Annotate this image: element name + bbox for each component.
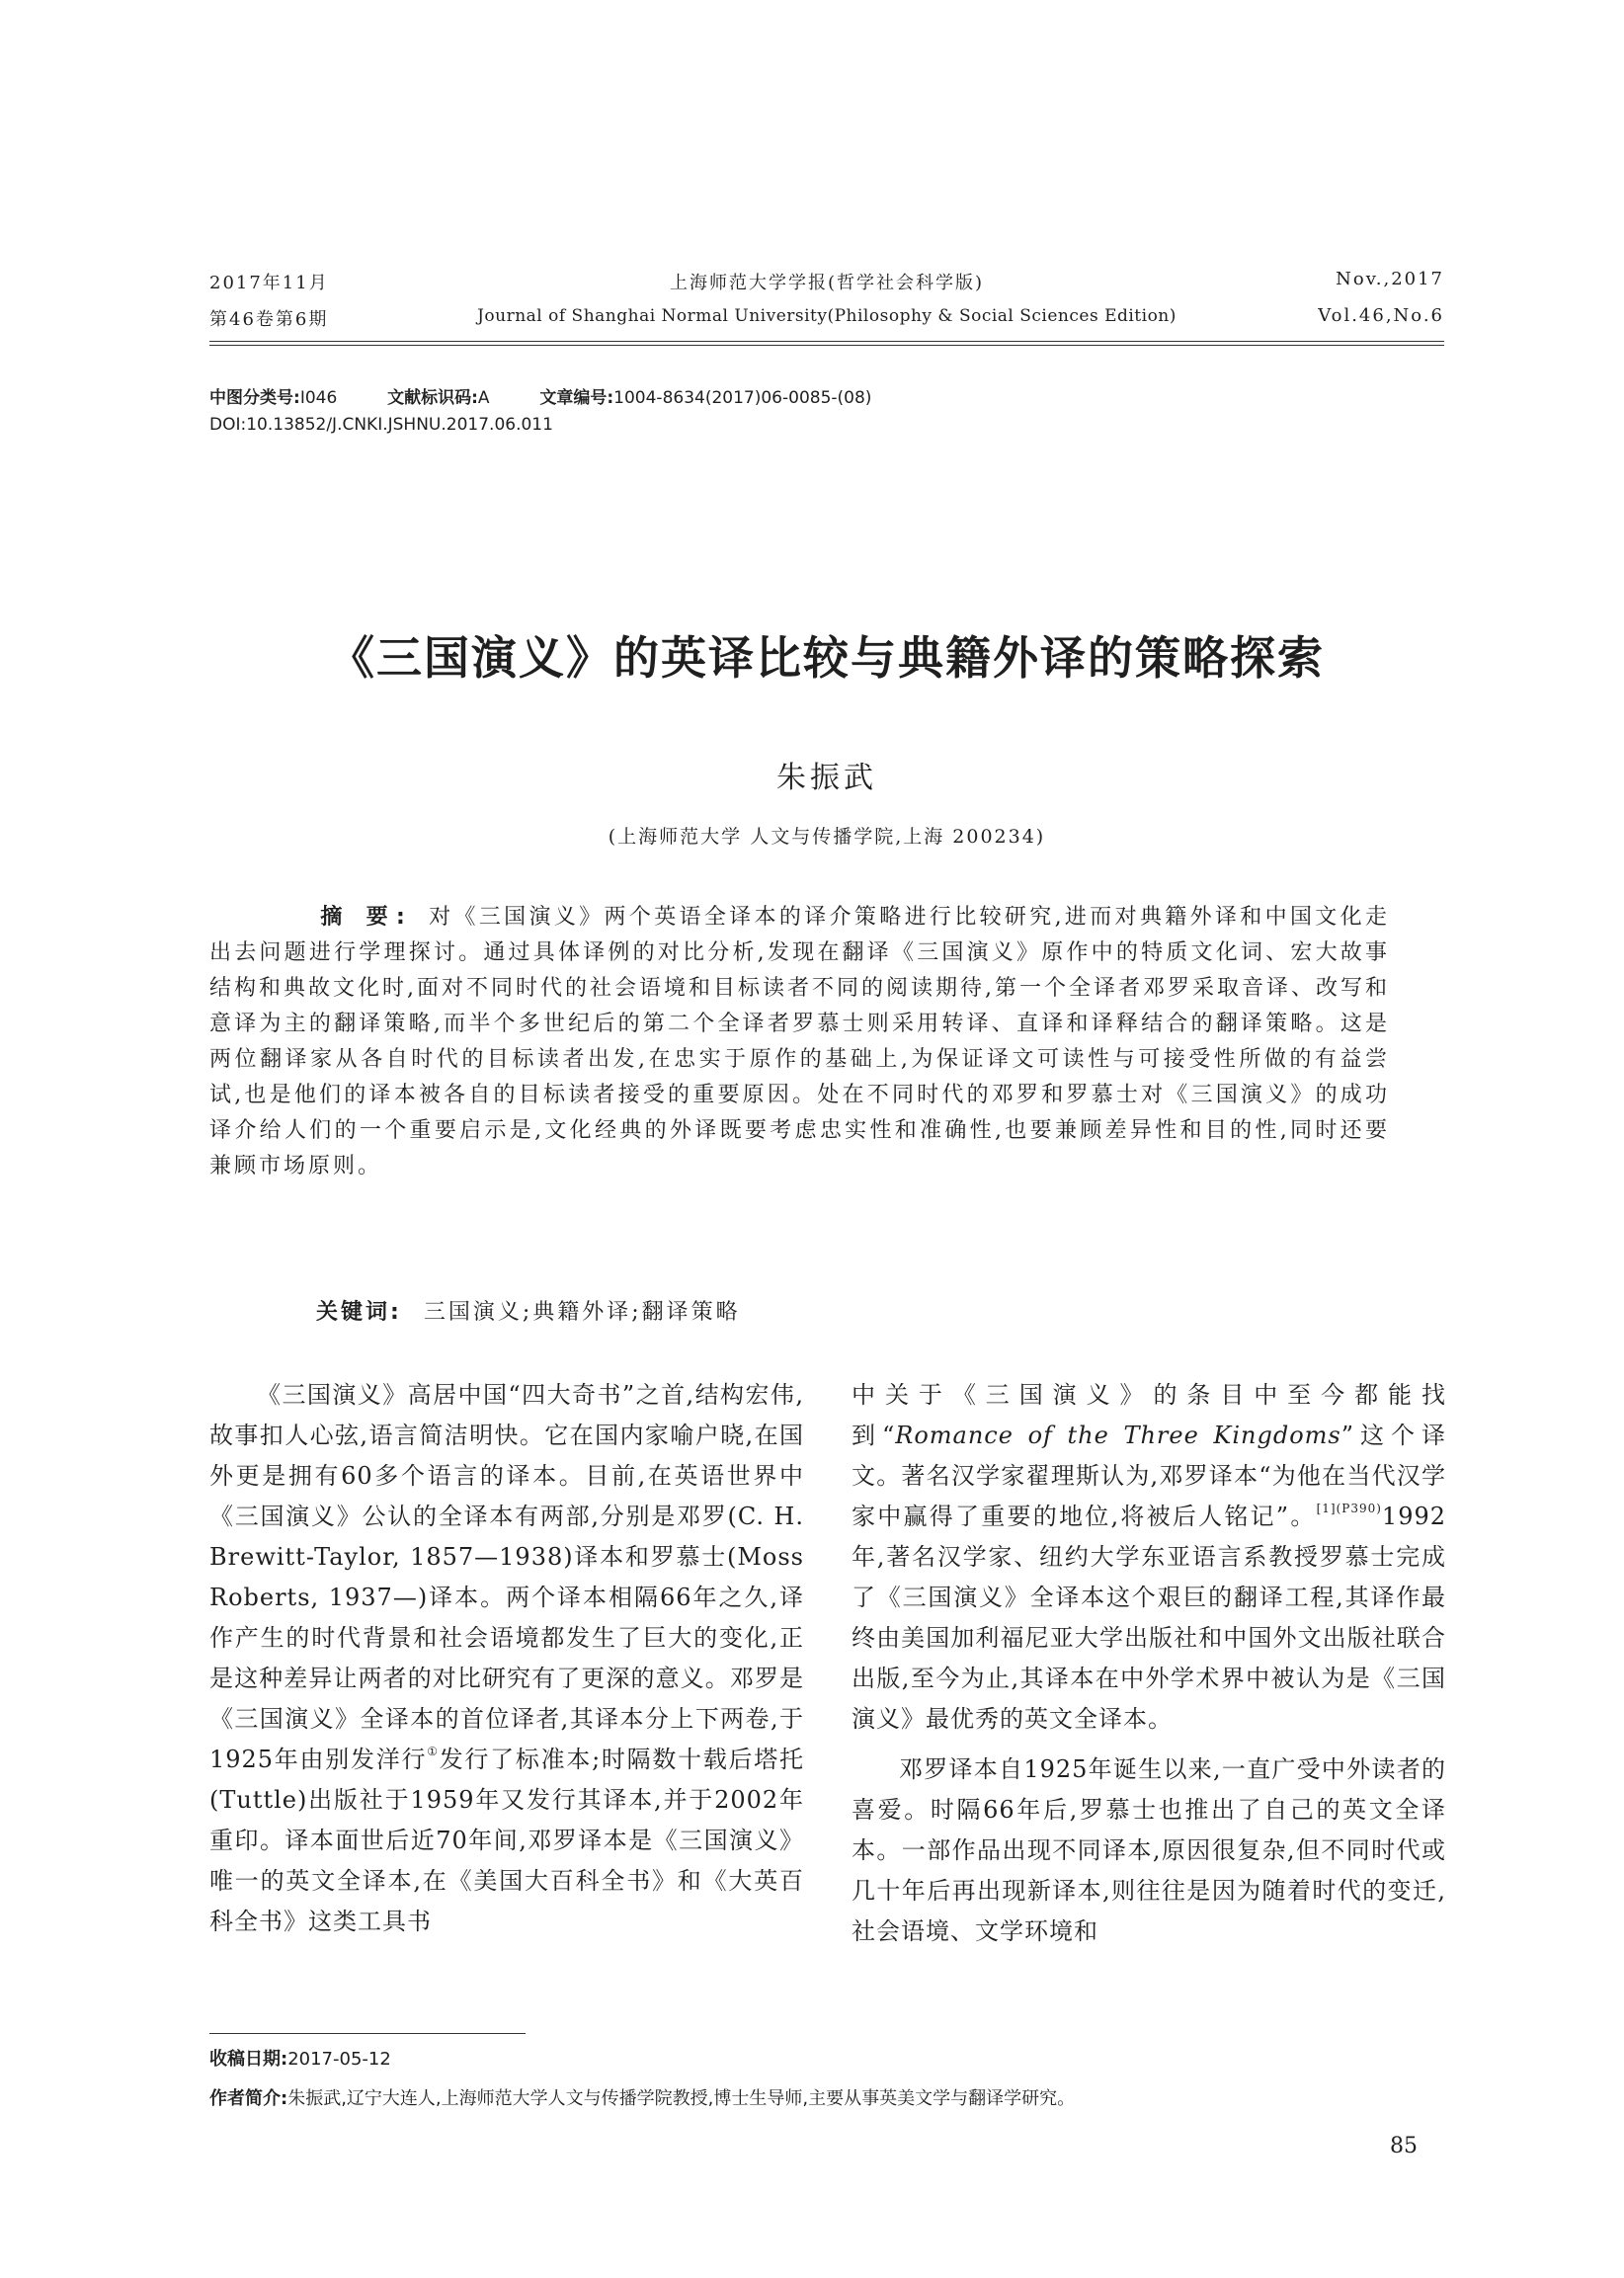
footnote-marker: ① [427, 1745, 440, 1758]
article-no-value: 1004-8634(2017)06-0085-(08) [613, 388, 872, 408]
abstract [209, 900, 1390, 1184]
received-value: 2017-05-12 [287, 2049, 391, 2070]
received-date [209, 2045, 391, 2071]
body-paragraph: 邓罗译本自1925年诞生以来,一直广受中外读者的喜爱。时隔66年后,罗慕士也推出了自己的英文全译本。一部作品出现不同译本,原因很复杂,但不同时代或几十年后再出现新译本,则往往是因为随着时代的变迁,社会语境、文学环境和 [852, 1755, 1446, 1945]
header-journal-en: Journal of Shanghai Normal University(Philosophy & Social Sciences Edition) [477, 306, 1177, 326]
body-left-column [209, 1375, 804, 1942]
body-text: 中关于《三国演义》的条目中至今都能找到“ [852, 1381, 1446, 1449]
header-issue: 第46卷第6期 [209, 309, 329, 330]
body-text: ”这个译文。著名汉学家翟理斯认为,邓罗译本“为他在当代汉学家中赢得了重要的地位,将被后人铭记”。 [852, 1422, 1446, 1530]
english-title: Romance of the Three Kingdoms [895, 1422, 1341, 1449]
body-paragraph [209, 1375, 804, 1942]
author-name: 朱振武 [776, 761, 877, 795]
received-label: 收稿日期: [209, 2049, 288, 2070]
doc-code-value: A [477, 388, 490, 408]
header-date-en: Nov.,2017 [1336, 269, 1444, 289]
keywords [316, 1295, 741, 1326]
header-journal-cn: 上海师范大学学报(哲学社会科学版) [669, 273, 985, 293]
body-paragraph [852, 1375, 1446, 1740]
abstract-label: 摘 要: [320, 905, 413, 930]
clc-label: 中图分类号: [209, 388, 300, 408]
header-rule-2 [209, 345, 1444, 346]
article-title: 《三国演义》的英译比较与典籍外译的策略探索 [329, 631, 1325, 685]
header-rule [209, 341, 1444, 342]
body-text: 1992年,著名汉学家、纽约大学东亚语言系教授罗慕士完成了《三国演义》全译本这个艰巨的翻译工程,其译作最终由美国加利福尼亚大学出版社和中国外文出版社联合出版,至今为止,其译本在中外学术界中被认为是《三国演义》最优秀的英文全译本。 [852, 1503, 1446, 1733]
bio-text: 朱振武,辽宁大连人,上海师范大学人文与传播学院教授,博士生导师,主要从事英美文学与翻译学研究。 [287, 2088, 1076, 2109]
body-text: 发行了标准本;时隔数十载后塔托(Tuttle)出版社于1959年又发行其译本,并于2002年重印。译本面世后近70年间,邓罗译本是《三国演义》唯一的英文全译本,在《美国大百科全书》和《大英百科全书》这类工具书 [209, 1746, 805, 1935]
keywords-label: 关键词: [316, 1300, 402, 1325]
clc-value: I046 [299, 388, 338, 408]
doc-code-label: 文献标识码: [387, 388, 478, 408]
article-meta [209, 383, 871, 408]
doi: DOI:10.13852/J.CNKI.JSHNU.2017.06.011 [209, 415, 553, 435]
author-bio [209, 2084, 1075, 2110]
article-no-label: 文章编号: [539, 388, 614, 408]
bio-label: 作者简介: [209, 2088, 288, 2109]
body-right-column [852, 1375, 1446, 1952]
citation: [1](P390) [1316, 1502, 1382, 1515]
header-vol-en: Vol.46,No.6 [1318, 305, 1444, 326]
abstract-text: 对《三国演义》两个英语全译本的译介策略进行比较研究,进而对典籍外译和中国文化走出去问题进行学理探讨。通过具体译例的对比分析,发现在翻译《三国演义》原作中的特质文化词、宏大故事结构和典故文化时,面对不同时代的社会语境和目标读者不同的阅读期待,第一个全译者邓罗采取音译、改写和意译为主的翻译策略,而半个多世纪后的第二个全译者罗慕士则采用转译、直译和译释结合的翻译策略。这是两位翻译家从各自时代的目标读者出发,在忠实于原作的基础上,为保证译文可读性与可接受性所做的有益尝试,也是他们的译本被各自的目标读者接受的重要原因。处在不同时代的邓罗和罗慕士对《三国演义》的成功译介给人们的一个重要启示是,文化经典的外译既要考虑忠实性和准确性,也要兼顾差异性和目的性,同时还要兼顾市场原则。 [209, 905, 1390, 1179]
keywords-text: 三国演义;典籍外译;翻译策略 [423, 1300, 741, 1325]
page-number: 85 [1390, 2134, 1418, 2158]
footnote-rule [209, 2033, 526, 2034]
body-text: 《三国演义》高居中国“四大奇书”之首,结构宏伟,故事扣人心弦,语言简洁明快。它在国内家喻户晓,在国外更是拥有60多个语言的译本。目前,在英语世界中《三国演义》公认的全译本有两部,分别是邓罗(C. H. Brewitt-Taylor, 1857—1938)译本和罗慕士(Moss Roberts, 1937—)译本。两个译本相隔66年之久,译作产生的时代背景和社会语境都发生了巨大的变化,正是这种差异让两者的对比研究有了更深的意义。邓罗是《三国演义》全译本的首位译者,其译本分上下两卷,于1925年由别发洋行 [209, 1381, 804, 1773]
header-date: 2017年11月 [209, 273, 329, 293]
author-affiliation: (上海师范大学 人文与传播学院,上海 200234) [608, 826, 1046, 848]
